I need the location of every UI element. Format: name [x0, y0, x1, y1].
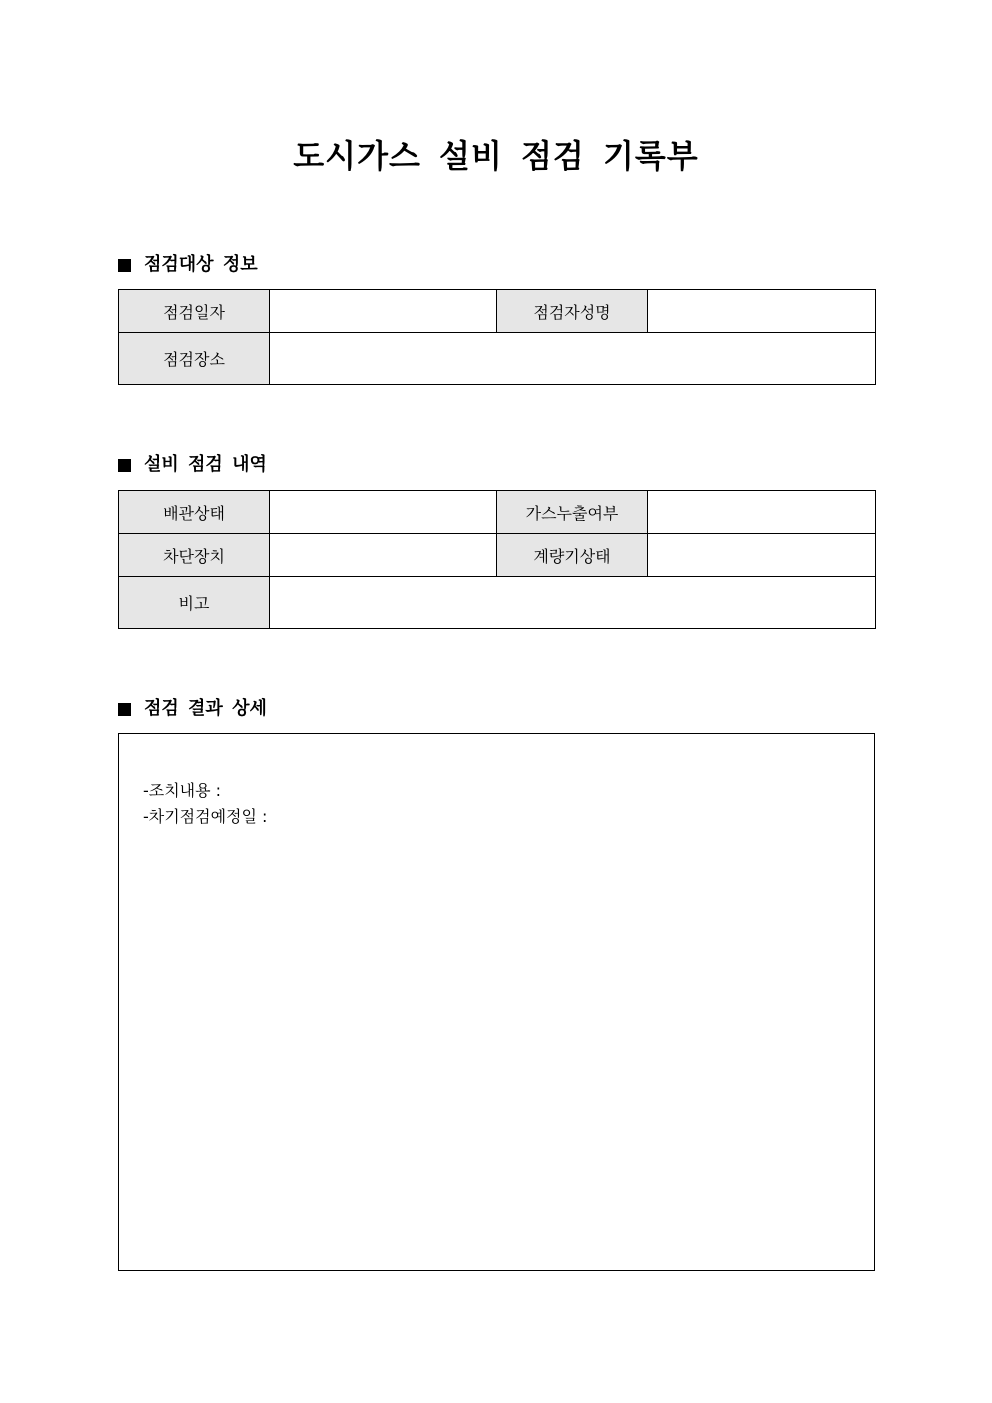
pipe-status-label: 배관상태	[119, 491, 270, 534]
inspection-date-field[interactable]	[270, 290, 497, 333]
inspection-date-label: 점검일자	[119, 290, 270, 333]
square-bullet-icon	[118, 459, 131, 472]
gas-leak-label: 가스누출여부	[497, 491, 648, 534]
shutoff-device-field[interactable]	[270, 534, 497, 577]
inspection-place-label: 점검장소	[119, 333, 270, 385]
next-inspection-line: -차기점검예정일 :	[143, 807, 268, 826]
inspection-place-field[interactable]	[270, 333, 876, 385]
remarks-field[interactable]	[270, 577, 876, 629]
remarks-label: 비고	[119, 577, 270, 629]
target-info-table	[118, 289, 876, 385]
section-heading-label: 설비 점검 내역	[144, 454, 267, 475]
section-heading-result-details	[118, 697, 267, 721]
section-heading-inspection-items	[118, 453, 267, 477]
gas-leak-field[interactable]	[648, 491, 876, 534]
section-heading-label: 점검 결과 상세	[144, 698, 267, 719]
inspector-name-label: 점검자성명	[497, 290, 648, 333]
section-heading-target-info	[118, 253, 258, 277]
section-heading-label: 점검대상 정보	[144, 254, 258, 275]
shutoff-device-label: 차단장치	[119, 534, 270, 577]
inspector-name-field[interactable]	[648, 290, 876, 333]
pipe-status-field[interactable]	[270, 491, 497, 534]
square-bullet-icon	[118, 259, 131, 272]
square-bullet-icon	[118, 703, 131, 716]
meter-status-label: 계량기상태	[497, 534, 648, 577]
result-details-box[interactable]	[118, 733, 875, 1271]
document-title: 도시가스 설비 점검 기록부	[293, 137, 699, 175]
meter-status-field[interactable]	[648, 534, 876, 577]
inspection-items-table	[118, 490, 876, 629]
action-taken-line: -조치내용 :	[143, 781, 222, 800]
